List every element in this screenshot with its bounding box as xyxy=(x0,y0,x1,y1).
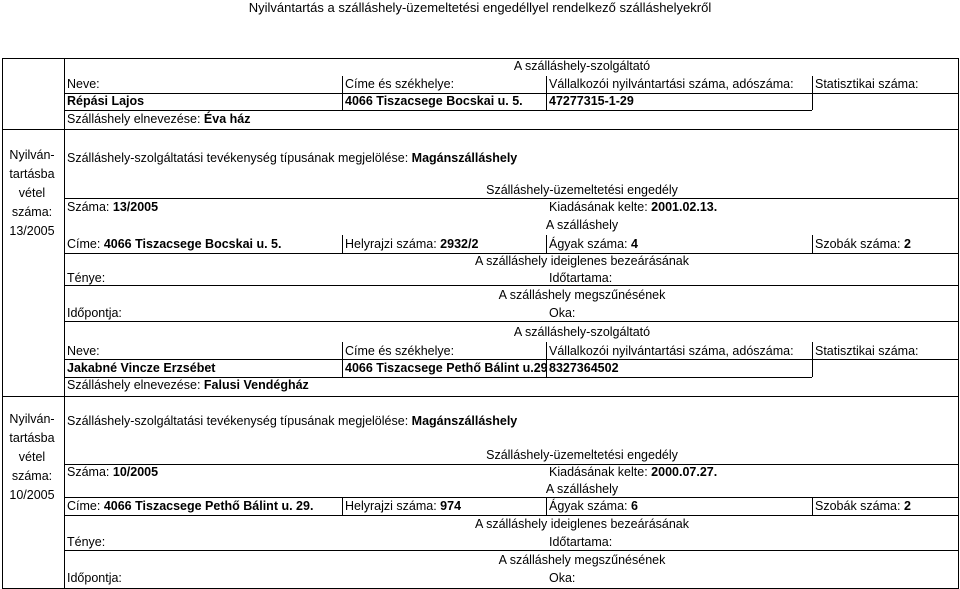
issue-date-label: Kiadásának kelte: xyxy=(549,465,648,479)
accom-name-value: Falusi Vendégház xyxy=(203,378,309,392)
issue-date-row xyxy=(549,200,717,215)
beds-label: Ágyak száma: xyxy=(549,237,628,251)
reg-label-line3: vétel xyxy=(18,186,46,200)
beds-value: 4 xyxy=(631,237,638,251)
beds-row xyxy=(549,499,638,514)
provider-name-label: Neve: xyxy=(67,77,100,91)
lot-row xyxy=(345,499,461,514)
issue-date-value: 2001.02.13. xyxy=(651,200,718,214)
provider-address-value: 4066 Tiszacsege Bocskai u. 5. xyxy=(345,94,523,108)
issue-date-row xyxy=(549,465,717,480)
lot-value: 974 xyxy=(440,499,462,513)
provider-regnum-label: Vállalkozói nyilvántartási száma, adószáma: xyxy=(549,77,794,91)
reg-label-line4: száma: xyxy=(11,469,53,483)
issue-date-value: 2000.07.27. xyxy=(651,465,718,479)
reg-label-line2: tartásba xyxy=(9,167,55,181)
address-row xyxy=(67,237,281,252)
fact-label: Ténye: xyxy=(67,271,106,285)
accom-name-row xyxy=(67,378,309,393)
type-value: Magánszálláshely xyxy=(411,414,518,428)
rooms-label: Szobák száma: xyxy=(815,499,901,513)
duration-label: Időtartama: xyxy=(549,271,613,285)
permit-number-row xyxy=(67,200,158,215)
reg-number-value: 13/2005 xyxy=(9,224,55,238)
address-value: 4066 Tiszacsege Bocskai u. 5. xyxy=(103,237,282,251)
rooms-value: 2 xyxy=(903,237,911,251)
beds-row xyxy=(549,237,638,252)
reg-label-line2: tartásba xyxy=(9,431,55,445)
permit-number-value: 10/2005 xyxy=(112,465,159,479)
provider-stat-label: Statisztikai száma: xyxy=(815,77,919,91)
reg-label-line4: száma: xyxy=(11,205,53,219)
type-row xyxy=(67,414,517,429)
provider-name-value: Jakabné Vincze Erzsébet xyxy=(67,361,216,375)
duration-label: Időtartama: xyxy=(549,535,613,549)
reason-label: Oka: xyxy=(549,306,576,320)
reg-label-line3: vétel xyxy=(18,450,46,464)
provider-address-value: 4066 Tiszacsege Pethő Bálint u.29 xyxy=(345,361,548,375)
reason-label: Oka: xyxy=(549,571,576,585)
beds-label: Ágyak száma: xyxy=(549,499,628,513)
provider-stat-label: Statisztikai száma: xyxy=(815,344,919,358)
reg-label-line1: Nyilván- xyxy=(9,412,55,426)
provider-address-label: Címe és székhelye: xyxy=(345,77,455,91)
reg-label-line1: Nyilván- xyxy=(9,148,55,162)
type-value: Magánszálláshely xyxy=(411,151,518,165)
provider-heading: A szálláshely-szolgáltató xyxy=(513,325,651,339)
type-label: Szálláshely-szolgáltatási tevékenység típusának megjelölése: xyxy=(67,151,409,165)
lot-label: Helyrajzi száma: xyxy=(345,499,437,513)
provider-regnum-value: 47277315-1-29 xyxy=(549,94,634,108)
address-label: Címe: xyxy=(67,499,101,513)
temp-close-heading: A szálláshely ideiglenes bezeárásának xyxy=(474,254,690,268)
permit-number-row xyxy=(67,465,158,480)
fact-label: Ténye: xyxy=(67,535,106,549)
rooms-row xyxy=(815,237,911,252)
registration-number-cell xyxy=(0,146,64,241)
accommodation-heading: A szálláshely xyxy=(545,482,619,496)
date-label: Időpontja: xyxy=(67,306,122,320)
lot-label: Helyrajzi száma: xyxy=(345,237,437,251)
provider-name-value: Répási Lajos xyxy=(67,94,145,108)
reg-number-value: 10/2005 xyxy=(9,488,55,502)
temp-close-heading: A szálláshely ideiglenes bezeárásának xyxy=(474,517,690,531)
issue-date-label: Kiadásának kelte: xyxy=(549,200,648,214)
provider-address-label: Címe és székhelye: xyxy=(345,344,455,358)
permit-number-label: Száma: xyxy=(67,465,110,479)
date-label: Időpontja: xyxy=(67,571,122,585)
provider-name-label: Neve: xyxy=(67,344,100,358)
address-label: Címe: xyxy=(67,237,101,251)
address-value: 4066 Tiszacsege Pethő Bálint u. 29. xyxy=(103,499,314,513)
accom-name-value: Éva ház xyxy=(203,112,251,126)
accommodation-heading: A szálláshely xyxy=(545,218,619,232)
accom-name-row xyxy=(67,112,250,127)
address-row xyxy=(67,499,313,514)
provider-regnum-value: 8327364502 xyxy=(549,361,619,375)
type-row xyxy=(67,151,517,166)
permit-number-value: 13/2005 xyxy=(112,200,159,214)
type-label: Szálláshely-szolgáltatási tevékenység típusának megjelölése: xyxy=(67,414,409,428)
provider-heading: A szálláshely-szolgáltató xyxy=(513,59,651,73)
rooms-row xyxy=(815,499,911,514)
provider-regnum-label: Vállalkozói nyilvántartási száma, adószáma: xyxy=(549,344,794,358)
rooms-label: Szobák száma: xyxy=(815,237,901,251)
rooms-value: 2 xyxy=(903,499,911,513)
accom-name-label: Szálláshely elnevezése: xyxy=(67,112,201,126)
termination-heading: A szálláshely megszűnésének xyxy=(498,553,666,567)
lot-value: 2932/2 xyxy=(440,237,479,251)
termination-heading: A szálláshely megszűnésének xyxy=(498,288,666,302)
page-title: Nyilvántartás a szálláshely-üzemeltetési engedéllyel rendelkező szálláshelyekről xyxy=(248,0,712,15)
registration-number-cell xyxy=(0,410,64,505)
lot-row xyxy=(345,237,478,252)
permit-number-label: Száma: xyxy=(67,200,110,214)
beds-value: 6 xyxy=(631,499,638,513)
permit-heading: Szálláshely-üzemeltetési engedély xyxy=(486,183,678,197)
accom-name-label: Szálláshely elnevezése: xyxy=(67,378,201,392)
permit-heading: Szálláshely-üzemeltetési engedély xyxy=(486,448,678,462)
